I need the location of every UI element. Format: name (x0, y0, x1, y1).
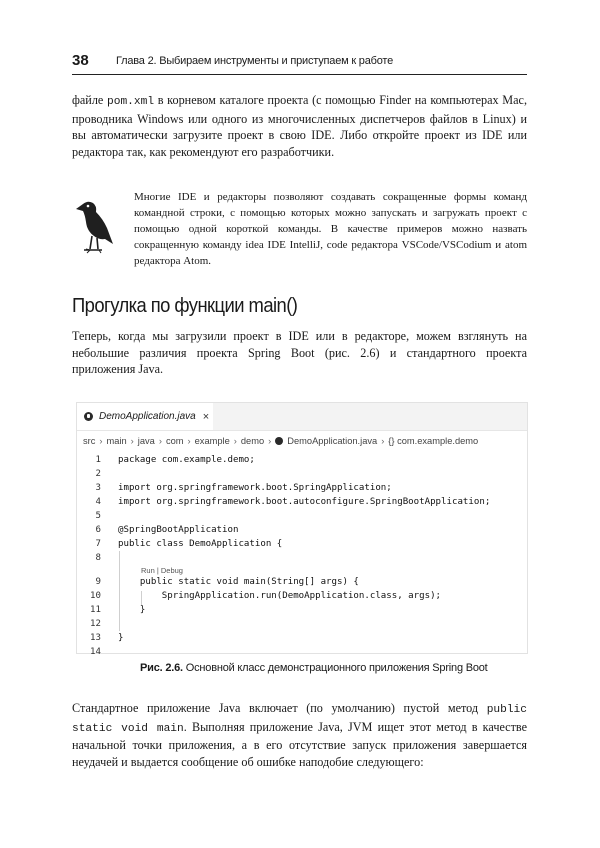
outro-paragraph (72, 700, 527, 771)
chevron-right-icon: › (187, 436, 191, 446)
line-number: 10 (90, 591, 101, 601)
caption-label: Рис. 2.6. (140, 662, 183, 674)
chevron-right-icon: › (130, 436, 134, 446)
line-number: 13 (90, 633, 101, 643)
code-line: public class DemoApplication { (118, 539, 283, 549)
breadcrumb-main[interactable]: main (106, 436, 127, 446)
code-line: @SpringBootApplication (118, 525, 239, 535)
outro-text-end: . Выполняя приложение Java, JVM ищет этот метод в качестве начальной точки приложения, а в его отсутствие запуск приложения завершается неудачей и выдается сообщение об ошибке наподобие следующего: (72, 719, 527, 770)
note-text: Многие IDE и редакторы позволяют создавать сокращенные формы команд командной строки, с помощью которых можно запускать и загружать проект с помощью одной короткой команды. В качестве примеров можно назвать сокращенную команду idea IDE IntelliJ, code редактора VSCode/VSCodium и atom редактора Atom. (134, 191, 527, 267)
code-line: SpringApplication.run(DemoApplication.class, args); (118, 591, 442, 601)
line-number: 11 (90, 605, 101, 615)
code-line: import org.springframework.boot.autoconfigure.SpringBootApplication; (118, 497, 491, 507)
code-line: public static void main(String[] args) { (118, 577, 359, 587)
tab-label: DemoApplication.java (99, 411, 196, 422)
chevron-right-icon: › (268, 436, 272, 446)
code-editor[interactable] (77, 451, 527, 656)
java-file-icon (84, 412, 93, 421)
section-paragraph: Теперь, когда мы загрузили проект в IDE или в редакторе, можем взглянуть на небольшие различия проекта Spring Boot (рис. 2.6) и стандартного проекта приложения Java. (72, 329, 527, 377)
intro-text-start: файле (72, 93, 108, 107)
chevron-right-icon: › (381, 436, 385, 446)
editor-tab-demoapplication[interactable] (77, 403, 213, 430)
breadcrumb-example[interactable]: example (194, 436, 230, 446)
indent-guide (119, 551, 120, 631)
section-heading: Прогулка по функции main() (72, 295, 298, 317)
line-number: 1 (95, 455, 101, 465)
line-number: 2 (95, 469, 101, 479)
outro-text-start: Стандартное приложение Java включает (по умолчанию) пустой метод (72, 701, 487, 715)
breadcrumb-java[interactable]: java (137, 436, 155, 446)
main-method-code: public static void main (72, 704, 527, 735)
line-number: 4 (95, 497, 101, 507)
line-number: 7 (95, 539, 101, 549)
chevron-right-icon: › (233, 436, 237, 446)
code-line: package com.example.demo; (118, 455, 255, 465)
line-number: 9 (95, 577, 101, 587)
breadcrumb-file[interactable]: DemoApplication.java (287, 436, 378, 446)
line-number: 8 (95, 553, 101, 563)
note-box (72, 189, 527, 269)
running-title: Глава 2. Выбираем инструменты и приступаем к работе (116, 55, 394, 67)
java-file-icon (275, 437, 283, 445)
indent-guide (141, 591, 142, 605)
chevron-right-icon: › (99, 436, 103, 446)
breadcrumb (77, 431, 527, 451)
running-header (72, 52, 527, 75)
line-number: 14 (90, 647, 101, 657)
code-line: } (118, 605, 146, 615)
pom-xml-code: pom.xml (107, 96, 155, 108)
code-line: import org.springframework.boot.SpringApplication; (118, 483, 392, 493)
page-number: 38 (72, 52, 89, 69)
breadcrumb-package[interactable]: {} com.example.demo (388, 436, 479, 446)
breadcrumb-demo[interactable]: demo (240, 436, 265, 446)
caption-text: Основной класс демонстрационного приложения Spring Boot (182, 662, 488, 674)
line-number: 5 (95, 511, 101, 521)
ide-screenshot (76, 402, 528, 657)
line-number: 3 (95, 483, 101, 493)
intro-text-end: в корневом каталоге проекта (с помощью Finder на компьютерах Mac, проводника Windows или одного из многочисленных диспетчеров файлов в Linux) и вы автоматически загрузите проект в свою IDE. Либо откройте проект из IDE или редактора так, как рекомендуют его разработчики. (72, 93, 527, 160)
close-tab-icon[interactable]: × (202, 410, 210, 423)
chevron-right-icon: › (158, 436, 162, 446)
crow-bird-icon (72, 195, 114, 255)
line-number: 12 (90, 619, 101, 629)
breadcrumb-com[interactable]: com (165, 436, 184, 446)
code-line: } (118, 633, 124, 643)
figure-caption (140, 662, 488, 674)
breadcrumb-src[interactable]: src (83, 436, 96, 446)
line-number: 6 (95, 525, 101, 535)
run-debug-codelens[interactable]: Run | Debug (141, 566, 183, 575)
editor-tab-bar (77, 403, 527, 431)
intro-paragraph (72, 92, 527, 161)
